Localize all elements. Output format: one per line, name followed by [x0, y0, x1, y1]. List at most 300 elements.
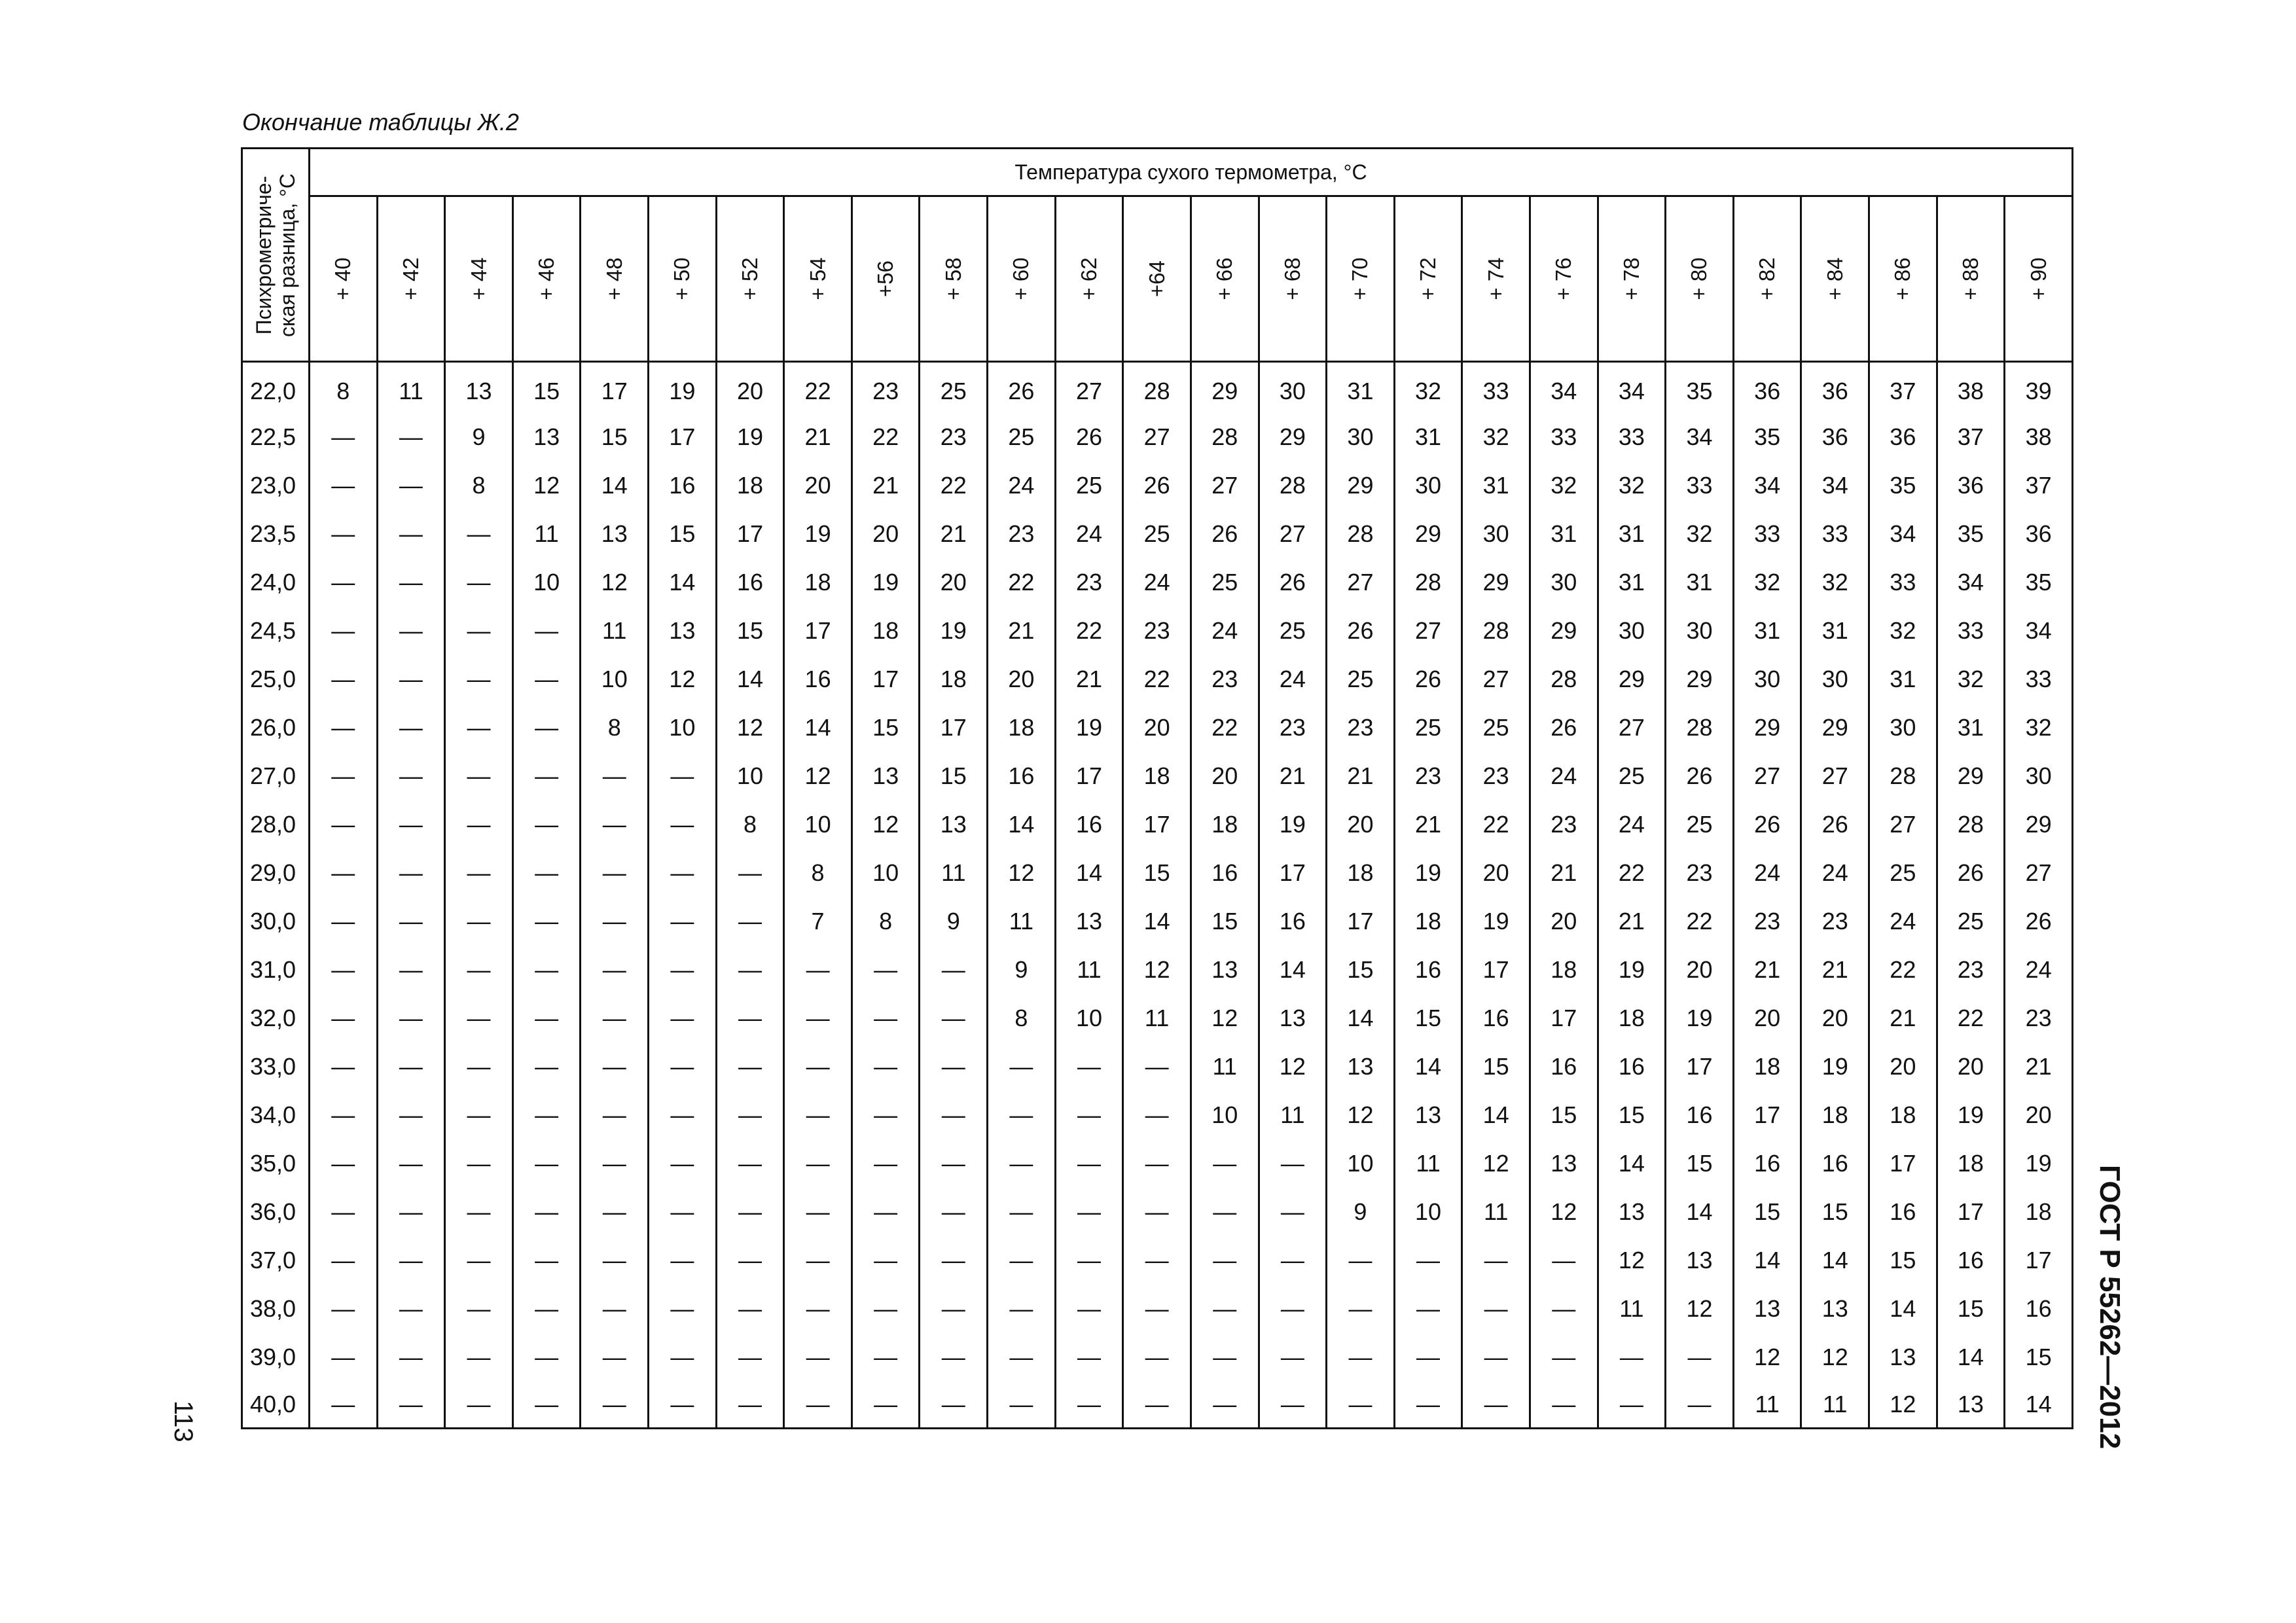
- table-cell: 17: [1937, 1188, 2005, 1236]
- table-cell: 19: [1666, 994, 1734, 1043]
- table-cell: —: [512, 1382, 581, 1429]
- table-cell: 17: [1259, 849, 1327, 897]
- table-cell: —: [377, 1043, 445, 1091]
- table-cell: 25: [1259, 607, 1327, 655]
- table-cell: —: [1462, 1285, 1530, 1333]
- table-cell: 39: [2005, 365, 2073, 413]
- table-cell: —: [310, 946, 378, 994]
- table-cell: 18: [920, 655, 988, 704]
- column-header-label: + 58: [941, 257, 965, 300]
- table-cell: 13: [1327, 1043, 1395, 1091]
- table-cell: 18: [1327, 849, 1395, 897]
- table-cell: 13: [445, 365, 513, 413]
- table-cell: —: [377, 558, 445, 607]
- table-cell: —: [310, 752, 378, 800]
- column-header: [1801, 196, 1869, 362]
- table-cell: 33: [1530, 413, 1598, 461]
- table-cell: —: [1055, 1285, 1123, 1333]
- table-cell: 14: [2005, 1382, 2073, 1429]
- table-cell: —: [1259, 1139, 1327, 1188]
- table-cell: 24: [1259, 655, 1327, 704]
- table-row: [242, 607, 2073, 655]
- column-header: [377, 196, 445, 362]
- table-cell: 33: [1462, 365, 1530, 413]
- table-cell: —: [377, 655, 445, 704]
- table-cell: 11: [1801, 1382, 1869, 1429]
- table-cell: 21: [920, 510, 988, 558]
- row-label: 31,0: [242, 946, 310, 994]
- table-cell: —: [512, 1139, 581, 1188]
- row-label: 28,0: [242, 800, 310, 849]
- table-cell: 28: [1937, 800, 2005, 849]
- table-cell: 20: [1191, 752, 1259, 800]
- table-cell: —: [445, 558, 513, 607]
- table-cell: 20: [1327, 800, 1395, 849]
- table-cell: —: [716, 897, 784, 946]
- table-cell: —: [581, 849, 649, 897]
- table-cell: 34: [1869, 510, 1937, 558]
- table-cell: —: [377, 849, 445, 897]
- table-cell: 12: [1666, 1285, 1734, 1333]
- table-cell: —: [445, 752, 513, 800]
- table-cell: 16: [1801, 1139, 1869, 1188]
- table-cell: 29: [1191, 365, 1259, 413]
- table-cell: 17: [1055, 752, 1123, 800]
- row-label: 22,5: [242, 413, 310, 461]
- table-cell: —: [512, 1333, 581, 1382]
- table-cell: 26: [1055, 413, 1123, 461]
- column-header-label: +56: [873, 260, 898, 297]
- table-cell: —: [784, 994, 852, 1043]
- table-cell: 8: [581, 704, 649, 752]
- table-cell: 26: [1394, 655, 1462, 704]
- column-header: [2005, 196, 2073, 362]
- table-row: [242, 1091, 2073, 1139]
- table-cell: —: [445, 897, 513, 946]
- table-cell: 11: [581, 607, 649, 655]
- table-cell: 19: [784, 510, 852, 558]
- table-cell: 23: [1259, 704, 1327, 752]
- table-cell: 33: [1869, 558, 1937, 607]
- table-cell: 25: [1937, 897, 2005, 946]
- table-cell: 10: [512, 558, 581, 607]
- table-cell: —: [649, 946, 717, 994]
- table-cell: 17: [852, 655, 920, 704]
- table-cell: 20: [1123, 704, 1191, 752]
- table-cell: —: [1123, 1139, 1191, 1188]
- column-header: [512, 196, 581, 362]
- table-row: [242, 1188, 2073, 1236]
- table-cell: —: [852, 1091, 920, 1139]
- table-cell: 33: [1937, 607, 2005, 655]
- table-cell: 10: [1055, 994, 1123, 1043]
- table-cell: —: [377, 946, 445, 994]
- table-cell: —: [1191, 1333, 1259, 1382]
- table-cell: 9: [445, 413, 513, 461]
- table-row: [242, 413, 2073, 461]
- table-cell: —: [512, 1285, 581, 1333]
- table-cell: 32: [1733, 558, 1801, 607]
- column-header-label: + 50: [670, 257, 694, 300]
- table-cell: 27: [1327, 558, 1395, 607]
- row-label: 24,0: [242, 558, 310, 607]
- table-cell: 11: [1598, 1285, 1666, 1333]
- table-cell: 12: [1733, 1333, 1801, 1382]
- table-cell: —: [1123, 1043, 1191, 1091]
- table-cell: —: [852, 994, 920, 1043]
- table-cell: 30: [1259, 365, 1327, 413]
- table-cell: —: [1055, 1236, 1123, 1285]
- table-cell: 12: [784, 752, 852, 800]
- table-cell: 15: [512, 365, 581, 413]
- table-cell: 10: [784, 800, 852, 849]
- row-label: 23,5: [242, 510, 310, 558]
- table-cell: —: [377, 897, 445, 946]
- table-cell: 20: [1937, 1043, 2005, 1091]
- table-cell: 12: [988, 849, 1056, 897]
- table-cell: 31: [1937, 704, 2005, 752]
- column-header: [581, 196, 649, 362]
- table-cell: —: [310, 413, 378, 461]
- table-cell: 21: [1801, 946, 1869, 994]
- table-cell: —: [1598, 1382, 1666, 1429]
- table-cell: —: [445, 1091, 513, 1139]
- table-cell: 16: [784, 655, 852, 704]
- table-cell: —: [920, 1382, 988, 1429]
- table-cell: —: [1394, 1382, 1462, 1429]
- table-cell: —: [716, 1236, 784, 1285]
- table-cell: —: [649, 1139, 717, 1188]
- table-cell: —: [1191, 1382, 1259, 1429]
- table-cell: 36: [1869, 413, 1937, 461]
- table-cell: 21: [1327, 752, 1395, 800]
- column-header: [988, 196, 1056, 362]
- row-header-cell: [242, 149, 310, 362]
- table-cell: 36: [1937, 461, 2005, 510]
- table-cell: 24: [1801, 849, 1869, 897]
- table-cell: 27: [1394, 607, 1462, 655]
- table-cell: —: [920, 1333, 988, 1382]
- table-cell: 35: [1733, 413, 1801, 461]
- table-cell: 27: [1733, 752, 1801, 800]
- table-cell: —: [310, 607, 378, 655]
- table-row: [242, 1333, 2073, 1382]
- table-cell: 18: [1530, 946, 1598, 994]
- table-cell: —: [377, 461, 445, 510]
- table-cell: —: [1055, 1333, 1123, 1382]
- table-cell: 17: [1123, 800, 1191, 849]
- table-cell: 22: [1869, 946, 1937, 994]
- table-cell: 22: [784, 365, 852, 413]
- table-cell: —: [1123, 1188, 1191, 1236]
- table-cell: —: [377, 704, 445, 752]
- table-cell: —: [310, 994, 378, 1043]
- table-cell: 12: [1530, 1188, 1598, 1236]
- table-cell: 21: [852, 461, 920, 510]
- table-cell: 17: [1327, 897, 1395, 946]
- table-cell: 22: [1191, 704, 1259, 752]
- table-cell: 9: [1327, 1188, 1395, 1236]
- column-header: [1598, 196, 1666, 362]
- table-cell: 17: [1530, 994, 1598, 1043]
- column-header: [1191, 196, 1259, 362]
- table-cell: 31: [1394, 413, 1462, 461]
- table-cell: —: [784, 1236, 852, 1285]
- table-cell: 14: [716, 655, 784, 704]
- table-cell: 18: [1394, 897, 1462, 946]
- table-cell: 15: [581, 413, 649, 461]
- table-cell: 20: [1733, 994, 1801, 1043]
- table-cell: 19: [1055, 704, 1123, 752]
- table-cell: 14: [988, 800, 1056, 849]
- table-cell: 23: [1462, 752, 1530, 800]
- table-cell: —: [1191, 1188, 1259, 1236]
- table-cell: 13: [1530, 1139, 1598, 1188]
- table-cell: —: [445, 800, 513, 849]
- table-cell: 10: [581, 655, 649, 704]
- table-cell: —: [512, 704, 581, 752]
- table-cell: —: [377, 994, 445, 1043]
- table-cell: 30: [1598, 607, 1666, 655]
- table-cell: 18: [2005, 1188, 2073, 1236]
- table-cell: —: [512, 1043, 581, 1091]
- header-row-columns: [242, 196, 2073, 362]
- table-cell: —: [920, 1091, 988, 1139]
- table-cell: —: [1666, 1382, 1734, 1429]
- table-cell: —: [716, 946, 784, 994]
- table-cell: 28: [1123, 365, 1191, 413]
- table-cell: 15: [1123, 849, 1191, 897]
- table-cell: 20: [2005, 1091, 2073, 1139]
- table-cell: 15: [1801, 1188, 1869, 1236]
- table-cell: —: [377, 607, 445, 655]
- table-cell: —: [310, 1236, 378, 1285]
- table-cell: 21: [1530, 849, 1598, 897]
- table-cell: 29: [1327, 461, 1395, 510]
- table-row: [242, 1043, 2073, 1091]
- column-header-label: + 40: [331, 257, 355, 300]
- column-header-label: + 46: [534, 257, 559, 300]
- table-cell: 20: [920, 558, 988, 607]
- table-cell: 24: [1123, 558, 1191, 607]
- table-cell: 37: [1937, 413, 2005, 461]
- table-cell: 13: [1394, 1091, 1462, 1139]
- table-cell: —: [512, 1091, 581, 1139]
- table-cell: 12: [649, 655, 717, 704]
- table-cell: 16: [716, 558, 784, 607]
- table-row: [242, 1382, 2073, 1429]
- table-cell: —: [512, 994, 581, 1043]
- table-cell: —: [716, 1333, 784, 1382]
- table-cell: 29: [1666, 655, 1734, 704]
- column-header: [1937, 196, 2005, 362]
- table-cell: 18: [1123, 752, 1191, 800]
- table-cell: —: [377, 1139, 445, 1188]
- table-cell: —: [512, 849, 581, 897]
- table-cell: 19: [1259, 800, 1327, 849]
- table-cell: 19: [649, 365, 717, 413]
- table-cell: 8: [784, 849, 852, 897]
- table-cell: 24: [1191, 607, 1259, 655]
- table-cell: 11: [1733, 1382, 1801, 1429]
- table-cell: —: [852, 1043, 920, 1091]
- table-cell: 24: [1598, 800, 1666, 849]
- table-cell: 25: [1394, 704, 1462, 752]
- table-cell: —: [581, 946, 649, 994]
- table-cell: 19: [920, 607, 988, 655]
- table-cell: —: [1530, 1236, 1598, 1285]
- table-cell: —: [310, 704, 378, 752]
- table-cell: 16: [649, 461, 717, 510]
- table-cell: —: [988, 1188, 1056, 1236]
- table-cell: —: [581, 1236, 649, 1285]
- table-cell: —: [1327, 1333, 1395, 1382]
- table-cell: 23: [1327, 704, 1395, 752]
- table-cell: 31: [1869, 655, 1937, 704]
- table-cell: 27: [1598, 704, 1666, 752]
- table-cell: —: [920, 1188, 988, 1236]
- table-cell: 12: [852, 800, 920, 849]
- table-cell: 12: [1869, 1382, 1937, 1429]
- table-cell: 20: [1801, 994, 1869, 1043]
- table-cell: 25: [988, 413, 1056, 461]
- table-cell: —: [988, 1043, 1056, 1091]
- table-cell: 12: [1801, 1333, 1869, 1382]
- table-row: [242, 994, 2073, 1043]
- table-cell: 11: [1055, 946, 1123, 994]
- table-cell: 16: [1666, 1091, 1734, 1139]
- column-header-label: + 80: [1687, 257, 1712, 300]
- row-label: 33,0: [242, 1043, 310, 1091]
- table-cell: 13: [1733, 1285, 1801, 1333]
- table-cell: 14: [1801, 1236, 1869, 1285]
- table-cell: 20: [1530, 897, 1598, 946]
- table-cell: 22: [920, 461, 988, 510]
- table-cell: —: [784, 1188, 852, 1236]
- table-cell: 15: [1598, 1091, 1666, 1139]
- table-cell: 20: [716, 365, 784, 413]
- table-cell: —: [512, 607, 581, 655]
- table-cell: 26: [1666, 752, 1734, 800]
- table-cell: 34: [2005, 607, 2073, 655]
- table-cell: —: [1530, 1285, 1598, 1333]
- table-cell: —: [445, 1285, 513, 1333]
- column-header: [1259, 196, 1327, 362]
- table-cell: —: [512, 655, 581, 704]
- table-cell: —: [920, 1139, 988, 1188]
- table-cell: 25: [1123, 510, 1191, 558]
- table-cell: —: [581, 1382, 649, 1429]
- table-cell: 13: [1055, 897, 1123, 946]
- table-cell: —: [1462, 1236, 1530, 1285]
- table-cell: 24: [2005, 946, 2073, 994]
- table-row: [242, 849, 2073, 897]
- table-cell: —: [1394, 1236, 1462, 1285]
- table-cell: —: [310, 1333, 378, 1382]
- column-header-label: + 88: [1958, 257, 1982, 300]
- table-cell: —: [445, 510, 513, 558]
- table-cell: 34: [1937, 558, 2005, 607]
- table-cell: —: [716, 849, 784, 897]
- table-cell: —: [716, 1382, 784, 1429]
- table-cell: 15: [716, 607, 784, 655]
- table-cell: —: [649, 1285, 717, 1333]
- table-cell: 27: [1055, 365, 1123, 413]
- table-cell: 26: [1733, 800, 1801, 849]
- table-cell: —: [310, 655, 378, 704]
- table-cell: —: [581, 1285, 649, 1333]
- table-cell: 31: [1598, 510, 1666, 558]
- table-cell: 31: [1598, 558, 1666, 607]
- table-cell: 25: [1327, 655, 1395, 704]
- table-cell: —: [852, 1139, 920, 1188]
- table-cell: 31: [1801, 607, 1869, 655]
- table-cell: 13: [1259, 994, 1327, 1043]
- table-cell: 11: [1123, 994, 1191, 1043]
- table-cell: 17: [649, 413, 717, 461]
- table-cell: 26: [988, 365, 1056, 413]
- table-cell: 27: [1123, 413, 1191, 461]
- table-cell: —: [377, 510, 445, 558]
- table-cell: —: [988, 1333, 1056, 1382]
- table-cell: —: [377, 1236, 445, 1285]
- table-cell: 24: [1869, 897, 1937, 946]
- table-cell: —: [1598, 1333, 1666, 1382]
- table-cell: 30: [1801, 655, 1869, 704]
- table-cell: —: [784, 1043, 852, 1091]
- table-cell: 17: [1666, 1043, 1734, 1091]
- table-cell: —: [445, 849, 513, 897]
- table-cell: —: [310, 461, 378, 510]
- table-cell: 12: [1462, 1139, 1530, 1188]
- table-cell: 20: [1869, 1043, 1937, 1091]
- column-header-label: +64: [1144, 260, 1169, 297]
- table-cell: 27: [1259, 510, 1327, 558]
- table-cell: 7: [784, 897, 852, 946]
- table-cell: 24: [1733, 849, 1801, 897]
- table-cell: 19: [2005, 1139, 2073, 1188]
- row-label: 35,0: [242, 1139, 310, 1188]
- table-cell: —: [852, 946, 920, 994]
- table-cell: 27: [2005, 849, 2073, 897]
- table-cell: 16: [1259, 897, 1327, 946]
- table-cell: 32: [2005, 704, 2073, 752]
- table-cell: 19: [852, 558, 920, 607]
- table-row: [242, 1139, 2073, 1188]
- row-label: 36,0: [242, 1188, 310, 1236]
- table-cell: —: [377, 1285, 445, 1333]
- table-cell: —: [920, 1236, 988, 1285]
- table-cell: 14: [1869, 1285, 1937, 1333]
- table-cell: 33: [1801, 510, 1869, 558]
- column-header: [1327, 196, 1395, 362]
- table-cell: 15: [1937, 1285, 2005, 1333]
- table-cell: 34: [1801, 461, 1869, 510]
- table-cell: 21: [988, 607, 1056, 655]
- table-cell: 17: [2005, 1236, 2073, 1285]
- table-cell: 25: [1462, 704, 1530, 752]
- table-cell: 22: [1462, 800, 1530, 849]
- table-cell: 13: [852, 752, 920, 800]
- table-cell: 15: [649, 510, 717, 558]
- table-cell: —: [649, 800, 717, 849]
- table-cell: 15: [1869, 1236, 1937, 1285]
- table-cell: 15: [1462, 1043, 1530, 1091]
- table-cell: 21: [784, 413, 852, 461]
- table-cell: —: [377, 413, 445, 461]
- table-row: [242, 800, 2073, 849]
- table-cell: —: [581, 1139, 649, 1188]
